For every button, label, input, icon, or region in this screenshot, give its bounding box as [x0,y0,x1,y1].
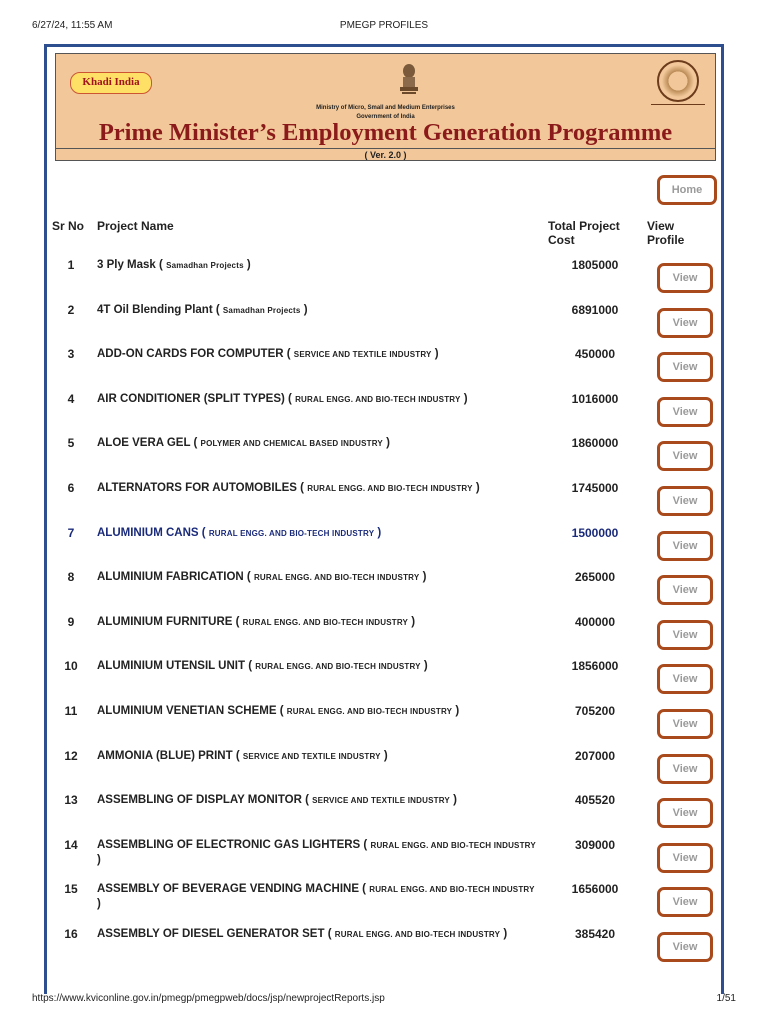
row-sr-no: 10 [64,659,78,674]
project-title: ALUMINIUM VENETIAN SCHEME [97,705,277,717]
project-title: ASSEMBLING OF DISPLAY MONITOR [97,794,302,807]
table-row [47,608,721,652]
table-row [47,340,721,384]
page-frame [44,44,724,994]
project-category: RURAL ENGG. AND BIO-TECH INDUSTRY [334,930,501,939]
table-row [47,875,721,919]
row-project-name: ADD-ON CARDS FOR COMPUTER ( SERVICE AND TEXTILE INDUSTRY ) [97,348,439,361]
header-total-cost-line2: Cost [548,233,575,247]
row-sr-no: 7 [67,525,75,540]
header-view-line1: View [647,219,675,233]
print-url: https://www.kviconline.gov.in/pmegp/pmegpweb/docs/jsp/newprojectReports.jsp [32,993,385,1004]
project-title: ASSEMBLY OF DIESEL GENERATOR SET [97,928,325,940]
view-profile-button[interactable]: View [657,441,713,471]
project-category: SERVICE AND TEXTILE INDUSTRY [312,796,450,806]
row-sr-no: 14 [64,837,78,852]
row-sr-no: 2 [67,302,75,317]
view-profile-button[interactable]: View [657,887,713,917]
row-total-cost: 207000 [574,748,616,763]
row-sr-no: 8 [67,570,75,585]
row-total-cost: 405520 [574,793,616,808]
project-title: 3 Ply Mask [97,259,156,271]
header-view-line2: Profile [647,233,685,247]
view-profile-button[interactable]: View [657,575,713,605]
project-title: ADD-ON CARDS FOR COMPUTER [97,348,284,361]
table-row [47,831,721,875]
banner-divider [56,148,715,149]
table-row [47,385,721,429]
version-label: ( Ver. 2.0 ) [364,150,407,160]
row-total-cost: 6891000 [571,302,619,317]
table-row [47,251,721,295]
row-total-cost: 1856000 [571,659,619,674]
table-row [47,296,721,340]
project-category: Samadhan Projects [222,305,301,315]
row-sr-no: 15 [64,882,78,897]
row-total-cost: 1805000 [571,258,619,272]
project-title: AMMONIA (BLUE) PRINT [97,749,233,762]
row-total-cost: 450000 [574,347,616,362]
row-project-name: ALUMINIUM UTENSIL UNIT ( RURAL ENGG. AND BIO-TECH INDUSTRY ) [97,660,428,673]
project-category: RURAL ENGG. AND BIO-TECH INDUSTRY [307,484,473,493]
row-project-name: ASSEMBLY OF DIESEL GENERATOR SET ( RURAL ENGG. AND BIO-TECH INDUSTRY ) [97,928,508,940]
row-sr-no: 6 [67,481,75,495]
table-row [47,920,721,964]
project-title: ASSEMBLY OF BEVERAGE VENDING MACHINE [97,883,359,896]
project-category: RURAL ENGG. AND BIO-TECH INDUSTRY [242,617,409,627]
print-footer [0,990,768,1010]
project-title: ALUMINIUM FABRICATION [97,571,244,584]
view-profile-button[interactable]: View [657,620,713,650]
row-project-name: ALOE VERA GEL ( POLYMER AND CHEMICAL BASED INDUSTRY ) [97,437,390,450]
table-row [47,563,721,607]
view-profile-button[interactable]: View [657,664,713,694]
row-total-cost: 705200 [574,704,616,718]
view-profile-button[interactable]: View [657,843,713,873]
row-sr-no: 13 [64,793,78,808]
header-view-profile [647,219,684,247]
row-project-name: ALUMINIUM CANS ( RURAL ENGG. AND BIO-TECH INDUSTRY ) [97,526,382,539]
row-sr-no: 16 [64,927,78,941]
project-title: ALOE VERA GEL [97,437,191,450]
project-category: Samadhan Projects [166,261,244,270]
row-total-cost: 400000 [574,614,616,629]
project-category: POLYMER AND CHEMICAL BASED INDUSTRY [200,439,383,449]
row-total-cost: 1500000 [571,525,619,540]
project-category: RURAL ENGG. AND BIO-TECH INDUSTRY [253,573,420,583]
view-profile-button[interactable]: View [657,932,713,962]
ministry-line1: Ministry of Micro, Small and Medium Enterprises [316,105,455,111]
view-profile-button[interactable]: View [657,308,713,338]
row-total-cost: 265000 [574,570,616,585]
row-sr-no: 9 [67,614,75,629]
row-total-cost: 1745000 [571,481,619,495]
row-project-name: ALTERNATORS FOR AUTOMOBILES ( RURAL ENGG. AND BIO-TECH INDUSTRY ) [97,482,480,494]
table-row [47,519,721,563]
project-title: ALTERNATORS FOR AUTOMOBILES [97,482,297,494]
header-total-cost [548,219,620,247]
national-emblem-icon [396,62,422,96]
project-category: RURAL ENGG. AND BIO-TECH INDUSTRY [208,528,375,538]
table-row [47,742,721,786]
row-sr-no: 5 [67,436,75,451]
row-total-cost: 1860000 [571,436,619,451]
header-banner [55,53,716,161]
header-project-name: Project Name [97,219,174,233]
project-category: RURAL ENGG. AND BIO-TECH INDUSTRY [295,394,461,404]
project-category: RURAL ENGG. AND BIO-TECH INDUSTRY [255,662,421,672]
row-sr-no: 3 [67,347,75,362]
project-category: RURAL ENGG. AND BIO-TECH INDUSTRY [369,885,535,895]
print-page-number: 1/51 [716,993,736,1004]
home-button[interactable]: Home [657,175,717,205]
project-category: RURAL ENGG. AND BIO-TECH INDUSTRY [286,707,453,716]
view-profile-button[interactable]: View [657,531,713,561]
row-total-cost: 1656000 [571,882,619,897]
print-header [0,0,768,30]
table-row [47,429,721,473]
row-project-name: AIR CONDITIONER (SPLIT TYPES) ( RURAL ENGG. AND BIO-TECH INDUSTRY ) [97,392,468,405]
view-profile-button[interactable]: View [657,709,713,739]
row-sr-no: 1 [67,258,75,272]
row-total-cost: 309000 [574,837,616,852]
programme-title: Prime Minister’s Employment Generation Programme [98,119,673,146]
table-row [47,652,721,696]
ministry-line2: Government of India [356,114,415,120]
project-category: SERVICE AND TEXTILE INDUSTRY [293,350,432,360]
row-project-name: AMMONIA (BLUE) PRINT ( SERVICE AND TEXTILE INDUSTRY ) [97,749,388,762]
row-project-name: ALUMINIUM FABRICATION ( RURAL ENGG. AND BIO-TECH INDUSTRY ) [97,571,427,584]
view-profile-button[interactable]: View [657,352,713,382]
project-category: SERVICE AND TEXTILE INDUSTRY [242,751,381,761]
project-category: RURAL ENGG. AND BIO-TECH INDUSTRY [370,840,536,850]
table-row [47,697,721,741]
row-project-name: 4T Oil Blending Plant ( Samadhan Projects ) [97,303,308,316]
row-project-name: ASSEMBLING OF DISPLAY MONITOR ( SERVICE AND TEXTILE INDUSTRY ) [97,794,457,807]
header-sr-no: Sr No [52,219,85,233]
project-title: ALUMINIUM CANS [97,526,199,539]
row-total-cost: 1016000 [571,391,619,406]
view-profile-button[interactable]: View [657,263,713,293]
print-timestamp: 6/27/24, 11:55 AM [32,20,113,31]
project-title: AIR CONDITIONER (SPLIT TYPES) [97,392,285,405]
project-title: ALUMINIUM UTENSIL UNIT [97,660,246,673]
row-project-name: ALUMINIUM VENETIAN SCHEME ( RURAL ENGG. AND BIO-TECH INDUSTRY ) [97,705,460,717]
table-row [47,474,721,518]
project-title: ALUMINIUM FURNITURE [97,615,233,628]
print-page-title: PMEGP PROFILES [339,20,429,31]
row-project-name: ASSEMBLING OF ELECTRONIC GAS LIGHTERS ( RURAL ENGG. AND BIO-TECH INDUSTRY ) [97,838,536,866]
project-title: 4T Oil Blending Plant [97,303,213,316]
row-project-name: ALUMINIUM FURNITURE ( RURAL ENGG. AND BIO-TECH INDUSTRY ) [97,615,416,628]
project-title: ASSEMBLING OF ELECTRONIC GAS LIGHTERS [97,838,361,851]
view-profile-button[interactable]: View [657,397,713,427]
table-row [47,786,721,830]
row-project-name: 3 Ply Mask ( Samadhan Projects ) [97,259,251,271]
row-total-cost: 385420 [574,927,616,941]
view-profile-button[interactable]: View [657,754,713,784]
row-sr-no: 12 [64,748,78,763]
view-profile-button[interactable]: View [657,486,713,516]
view-profile-button[interactable]: View [657,798,713,828]
row-sr-no: 11 [64,704,78,718]
row-sr-no: 4 [67,391,75,406]
row-project-name: ASSEMBLY OF BEVERAGE VENDING MACHINE ( RURAL ENGG. AND BIO-TECH INDUSTRY ) [97,883,535,911]
khadi-india-logo: Khadi India [70,72,152,94]
header-total-cost-line1: Total Project [548,219,620,233]
kvic-seal-icon [657,60,699,102]
